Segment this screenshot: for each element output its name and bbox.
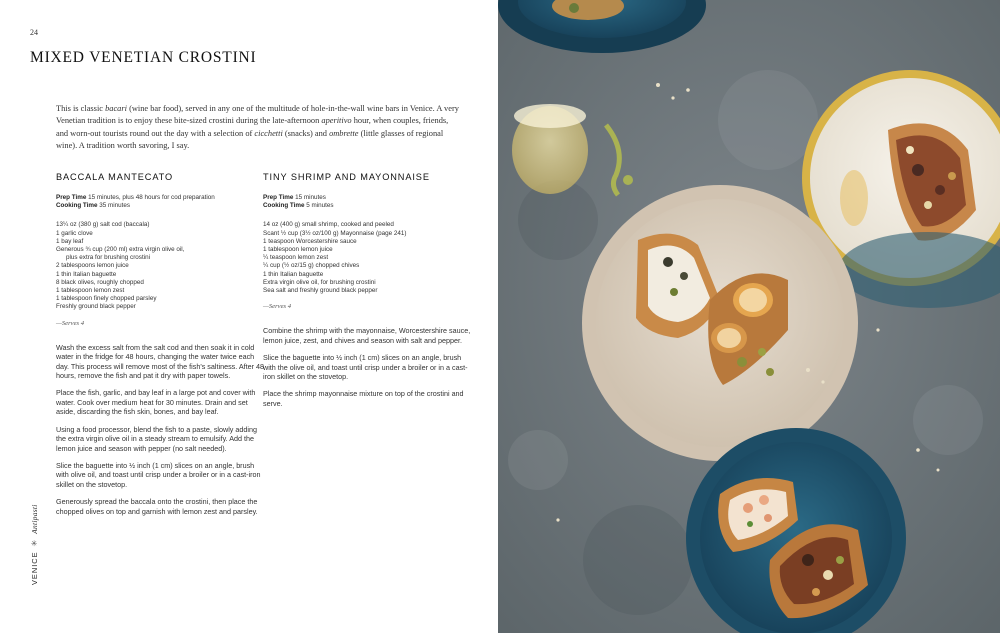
recipe-shrimp bbox=[263, 172, 473, 416]
prep-label: Prep Time bbox=[263, 194, 294, 201]
italic-term: bacari bbox=[105, 104, 127, 113]
page-number: 24 bbox=[30, 28, 38, 37]
recipe-times bbox=[263, 194, 473, 210]
prep-value: 15 minutes, plus 48 hours for cod preparation bbox=[88, 194, 215, 201]
intro-text: (wine bar food), served in any one of the multitude of hole-in-the-wall wine bars in Venice. A very Venetian tradition is to enjoy these bite-sized crostini during the late-afternoon bbox=[56, 104, 459, 126]
cook-value: 35 minutes bbox=[99, 202, 131, 210]
italic-term: cicchetti bbox=[254, 128, 283, 138]
ingredient-item: 1 thin Italian baguette bbox=[56, 270, 117, 278]
section-label: Antipasti bbox=[30, 504, 39, 534]
ingredient-item: Freshly ground black pepper bbox=[56, 303, 136, 311]
intro-text: hour, when couples, friends, and worn-out tourists round out the day with a selection of bbox=[56, 116, 449, 138]
cook-value: 5 minutes bbox=[306, 202, 334, 210]
ingredient-item: ¼ cup (½ oz/15 g) chopped chives bbox=[263, 262, 360, 270]
page-title: MIXED VENETIAN CROSTINI bbox=[30, 49, 257, 66]
ingredient-item: plus extra for brushing crostini bbox=[66, 254, 150, 262]
ingredient-item: Generous ¾ cup (200 ml) extra virgin olive oil, bbox=[56, 246, 185, 254]
section-side-tab bbox=[30, 504, 39, 585]
method-step: Slice the baguette into ½ inch (1 cm) slices on an angle, brush with olive oil, and toast until crisp under a broiler or in a cast-iron skillet on the stovetop. bbox=[56, 460, 261, 489]
ingredient-item: 1 tablespoon lemon juice bbox=[263, 246, 333, 254]
ingredient-item: ¼ teaspoon lemon zest bbox=[263, 254, 329, 262]
intro-text: This is classic bbox=[56, 104, 106, 113]
crostini-illustration bbox=[498, 0, 1000, 633]
serves-note: —Serves 4 bbox=[56, 319, 85, 327]
method-step: Using a food processor, blend the fish to a paste, slowly adding the extra virgin olive oil in a steady stream to emulsify. Add the lemon juice and season with pepper (no salt needed). bbox=[56, 424, 257, 453]
recipe-times bbox=[56, 194, 266, 210]
ingredient-item: Extra virgin olive oil, for brushing crostini bbox=[263, 278, 376, 286]
beige-plate bbox=[582, 185, 858, 461]
cook-label: Cooking Time bbox=[56, 202, 98, 210]
ingredient-item: 1 bay leaf bbox=[56, 237, 84, 245]
prep-label: Prep Time bbox=[56, 194, 87, 201]
prep-value: 15 minutes bbox=[295, 194, 326, 201]
region-label: VENICE bbox=[30, 551, 39, 585]
cook-label: Cooking Time bbox=[263, 202, 305, 210]
method-step: Place the shrimp mayonnaise mixture on top of the crostini and serve. bbox=[263, 389, 464, 408]
asterisk-icon: ✳ bbox=[30, 538, 39, 547]
ingredient-item: 1 garlic clove bbox=[56, 229, 93, 237]
method-step: Slice the baguette into ½ inch (1 cm) slices on an angle, brush with the olive oil, and toast until crisp under a broiler or in a cast-iron skillet on the stovetop. bbox=[263, 353, 468, 382]
ingredient-list bbox=[263, 221, 473, 295]
serves-note: —Serves 4 bbox=[263, 303, 292, 311]
ingredient-item: 8 black olives, roughly chopped bbox=[56, 278, 144, 286]
ingredient-item: 13¼ oz (380 g) salt cod (baccala) bbox=[56, 221, 150, 229]
ingredient-item: 1 teaspoon Worcestershire sauce bbox=[263, 237, 357, 245]
left-page bbox=[0, 0, 498, 633]
method-step: Wash the excess salt from the salt cod and then soak it in cold water in the fridge for 48 hours, changing the water twice each day. This process will remove most of the fish's saltiness. After 48 hours, remove the fish and pat it dry with paper towels. bbox=[56, 342, 265, 381]
ingredient-item: Sea salt and freshly ground black pepper bbox=[263, 287, 378, 295]
method-step: Generously spread the baccala onto the crostini, then place the chopped olives on top and garnish with lemon zest and parsley. bbox=[56, 497, 258, 516]
recipe-baccala bbox=[56, 172, 266, 524]
method-steps bbox=[56, 343, 266, 516]
method-steps bbox=[263, 326, 473, 408]
italic-term: ombrette bbox=[329, 128, 359, 138]
recipe-title: TINY SHRIMP AND MAYONNAISE bbox=[263, 172, 430, 182]
ingredient-item: 14 oz (400 g) small shrimp, cooked and peeled bbox=[263, 221, 394, 229]
method-step: Place the fish, garlic, and bay leaf in a large pot and cover with water. Cook over medium heat for 30 minutes. Drain and set aside, discarding the fish skin, bones, and bay leaf. bbox=[56, 388, 256, 417]
ingredient-item: 2 tablespoons lemon juice bbox=[56, 262, 129, 270]
ingredient-item: 1 thin Italian baguette bbox=[263, 270, 324, 278]
intro-paragraph bbox=[56, 103, 461, 153]
recipe-title: BACCALA MANTECATO bbox=[56, 172, 174, 182]
italic-term: aperitivo bbox=[321, 116, 352, 126]
ingredient-item: 1 tablespoon lemon zest bbox=[56, 287, 125, 295]
food-photo bbox=[498, 0, 1000, 633]
intro-text: (little glasses of regional wine). A tradition worth savoring, I say. bbox=[56, 128, 444, 151]
ingredient-list bbox=[56, 221, 266, 311]
method-step: Combine the shrimp with the mayonnaise, Worcestershire sauce, lemon juice, zest, and chives and season with salt and pepper. bbox=[263, 326, 471, 345]
intro-text: (snacks) and bbox=[282, 128, 330, 138]
ingredient-item: 1 tablespoon finely chopped parsley bbox=[56, 295, 157, 303]
ingredient-item: Scant ½ cup (3½ oz/100 g) Mayonnaise (page 241) bbox=[263, 229, 407, 237]
